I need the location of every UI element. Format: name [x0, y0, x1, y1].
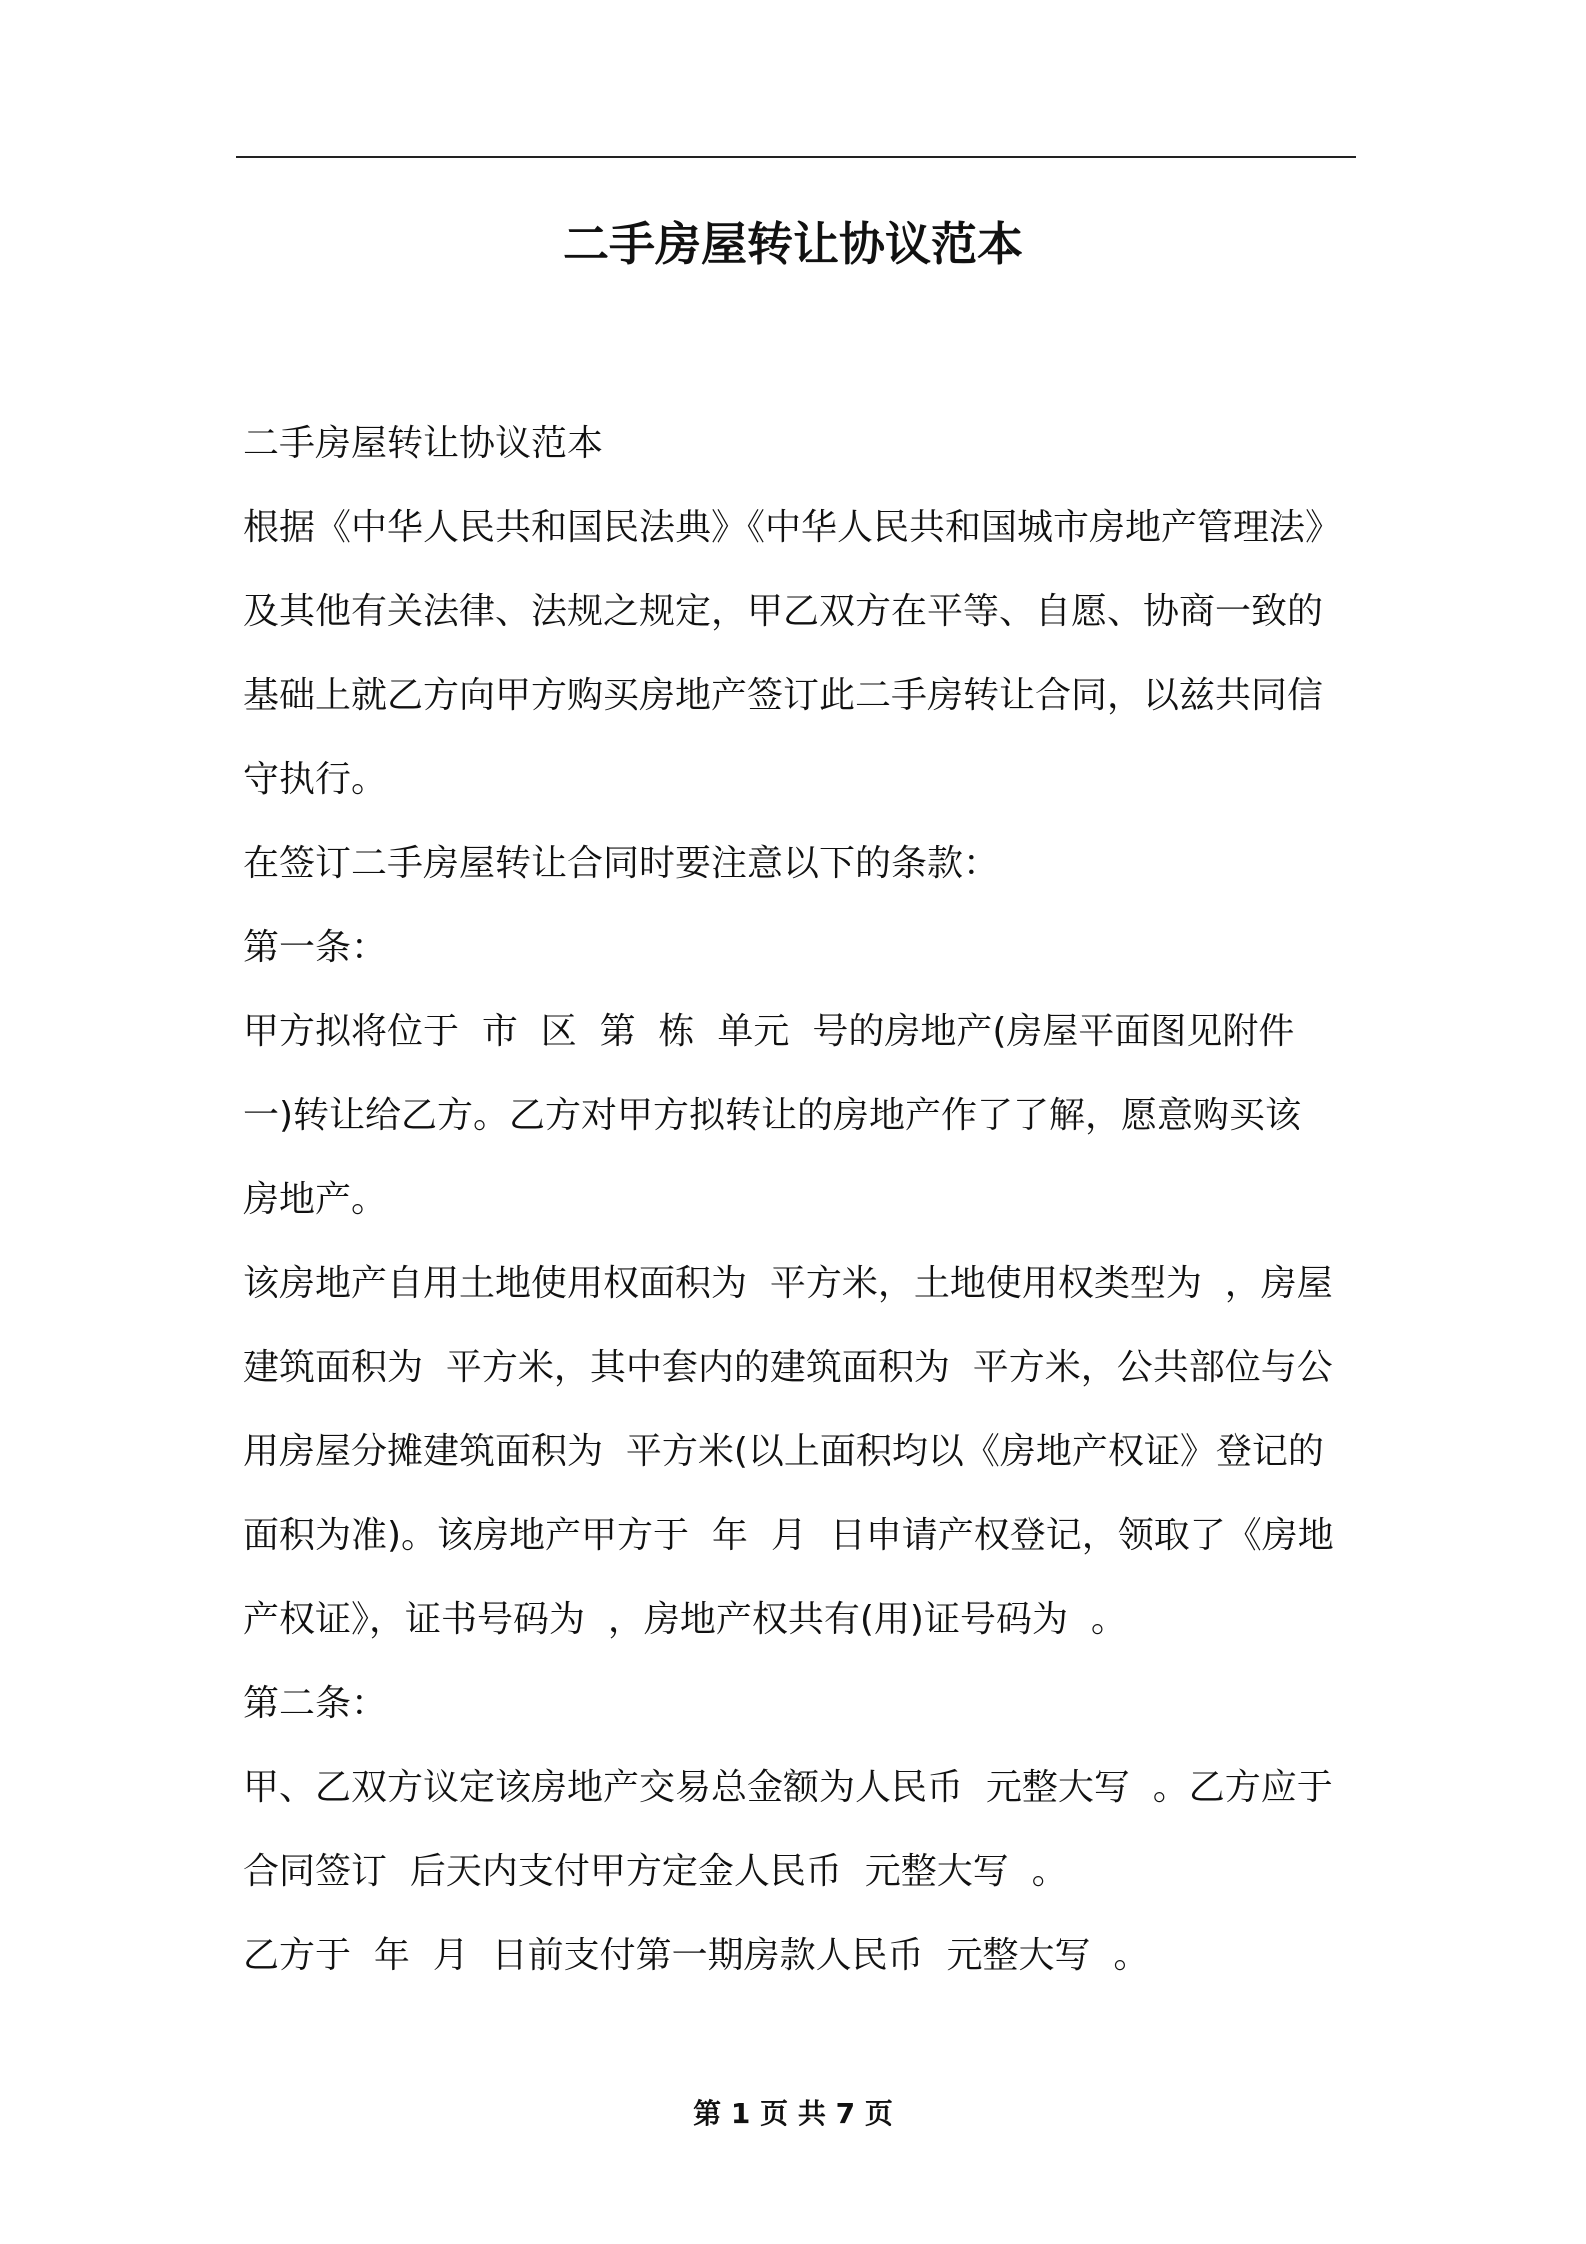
header-rule: [236, 156, 1356, 158]
body-line: 合同签订 后天内支付甲方定金人民币 元整大写 。: [243, 1851, 1068, 1892]
body-line: 一)转让给乙方。乙方对甲方拟转让的房地产作了了解，愿意购买该: [243, 1095, 1302, 1136]
body-line: 面积为准)。该房地产甲方于 年 月 日申请产权登记，领取了《房地: [243, 1515, 1334, 1556]
body-line: 乙方于 年 月 日前支付第一期房款人民币 元整大写 。: [243, 1935, 1150, 1976]
document-title: 二手房屋转让协议范本: [563, 217, 1023, 271]
body-line: 房地产。: [243, 1179, 388, 1220]
body-line: 在签订二手房屋转让合同时要注意以下的条款：: [243, 843, 1000, 884]
body-line: 根据《中华人民共和国民法典》《中华人民共和国城市房地产管理法》: [243, 507, 1342, 548]
document-body: [243, 402, 1383, 1998]
body-line: 甲、乙双方议定该房地产交易总金额为人民币 元整大写 。乙方应于: [243, 1767, 1333, 1808]
page-number: 第 1 页 共 7 页: [693, 2097, 893, 2130]
body-line: 甲方拟将位于 市 区 第 栋 单元 号的房地产(房屋平面图见附件: [243, 1011, 1295, 1052]
body-line: 建筑面积为 平方米，其中套内的建筑面积为 平方米，公共部位与公: [243, 1347, 1333, 1388]
body-line: 该房地产自用土地使用权面积为 平方米，土地使用权类型为 ，房屋: [243, 1263, 1333, 1304]
article-heading: 第一条：: [243, 927, 388, 968]
body-line: 二手房屋转让协议范本: [243, 423, 604, 464]
body-line: 及其他有关法律、法规之规定，甲乙双方在平等、自愿、协商一致的: [243, 591, 1324, 632]
body-line: 守执行。: [243, 759, 388, 800]
article-heading: 第二条：: [243, 1683, 388, 1724]
body-line: 用房屋分摊建筑面积为 平方米(以上面积均以《房地产权证》登记的: [243, 1431, 1324, 1472]
body-line: 基础上就乙方向甲方购买房地产签订此二手房转让合同，以兹共同信: [243, 675, 1324, 716]
body-line: 产权证》，证书号码为 ，房地产权共有(用)证号码为 。: [243, 1599, 1127, 1640]
